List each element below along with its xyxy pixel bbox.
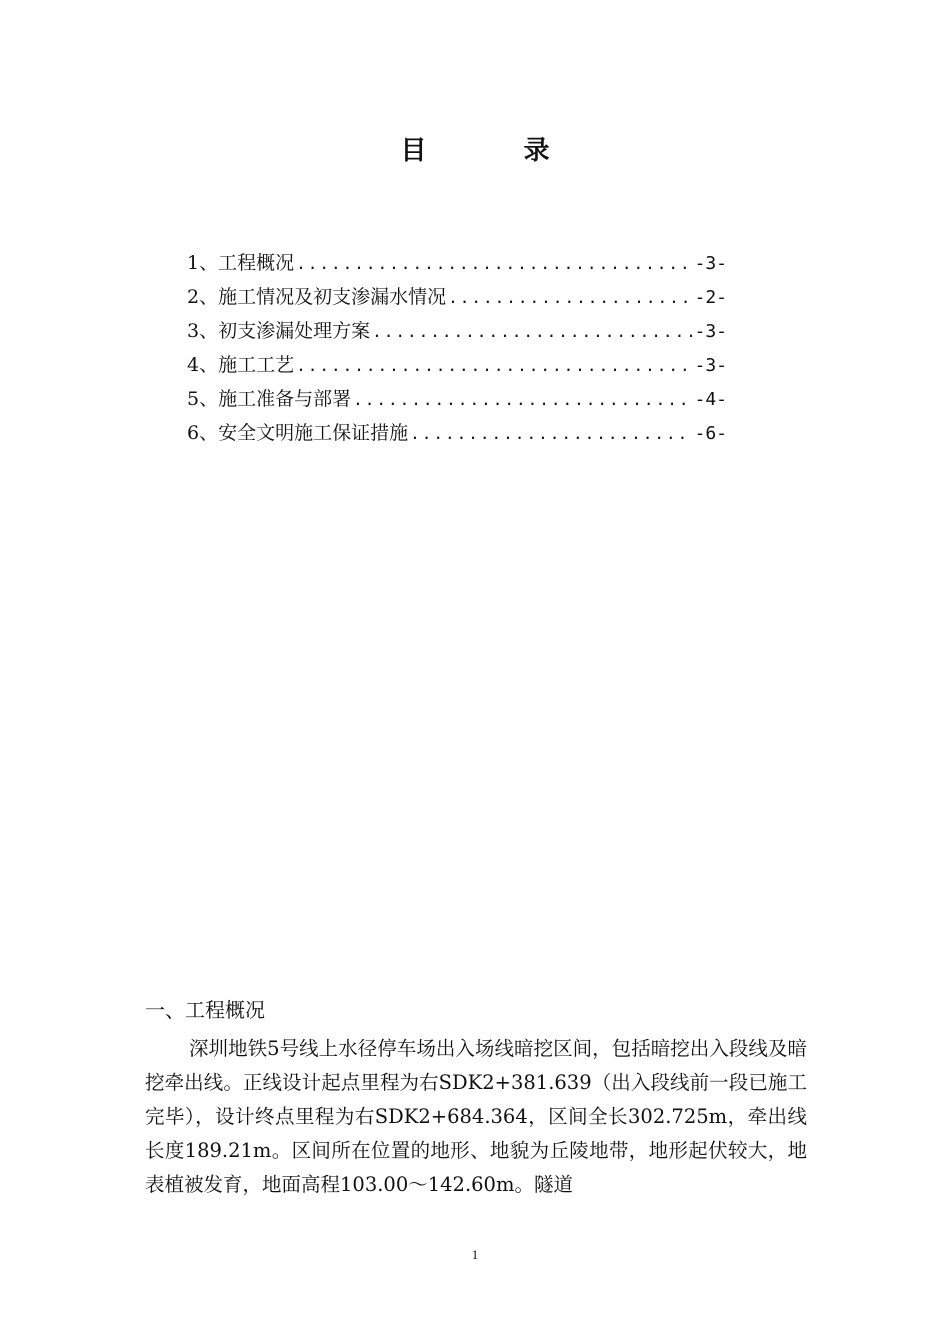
toc-item-1[interactable] [187, 248, 727, 282]
toc-item-page: -2- [694, 287, 727, 308]
toc-item-5[interactable] [187, 384, 727, 418]
page-number: 1 [471, 1247, 479, 1262]
toc-item-2[interactable] [187, 282, 727, 316]
toc-item-number: 5、 [187, 388, 219, 410]
toc-leader-dots [296, 356, 692, 375]
toc-item-number: 2、 [187, 286, 219, 308]
toc-item-number: 1、 [187, 252, 219, 274]
toc-item-page: -3- [694, 253, 727, 274]
toc-item-label: 施工准备与部署 [218, 388, 352, 410]
toc-leader-dots [448, 288, 692, 307]
toc-item-label: 施工情况及初支渗漏水情况 [218, 286, 447, 308]
toc-item-number: 6、 [187, 422, 219, 444]
toc-leader-dots [410, 424, 692, 443]
toc-item-number: 3、 [187, 320, 219, 342]
toc-item-6[interactable] [187, 418, 727, 452]
page-title: 目 录 [400, 136, 594, 166]
toc-item-label: 施工工艺 [218, 354, 295, 376]
toc-item-label: 工程概况 [218, 252, 295, 274]
toc-item-page: -3- [694, 321, 727, 342]
toc-item-3[interactable] [187, 316, 727, 350]
table-of-contents [187, 248, 727, 452]
toc-item-number: 4、 [187, 354, 219, 376]
toc-item-page: -4- [694, 389, 727, 410]
toc-leader-dots [372, 322, 692, 341]
toc-leader-dots [353, 390, 692, 409]
section-body-paragraph: 深圳地铁5号线上水径停车场出入场线暗挖区间，包括暗挖出入段线及暗挖牵出线。正线设计起点里程为右SDK2+381.639（出入段线前一段已施工完毕），设计终点里程为右SDK2+684.364，区间全长302.725m，牵出线长度189.21m。区间所在位置的地形、地貌为丘陵地带，地形起伏较大，地表植被发育，地面高程103.00～142.60m。隧道 [145, 1037, 807, 1196]
section-project-overview [145, 994, 807, 1202]
toc-item-4[interactable] [187, 350, 727, 384]
toc-leader-dots [296, 254, 692, 273]
toc-item-page: -6- [694, 423, 727, 444]
section-heading: 一、工程概况 [145, 998, 265, 1022]
toc-item-label: 安全文明施工保证措施 [218, 422, 409, 444]
toc-item-label: 初支渗漏处理方案 [218, 320, 371, 342]
toc-item-page: -3- [694, 355, 727, 376]
